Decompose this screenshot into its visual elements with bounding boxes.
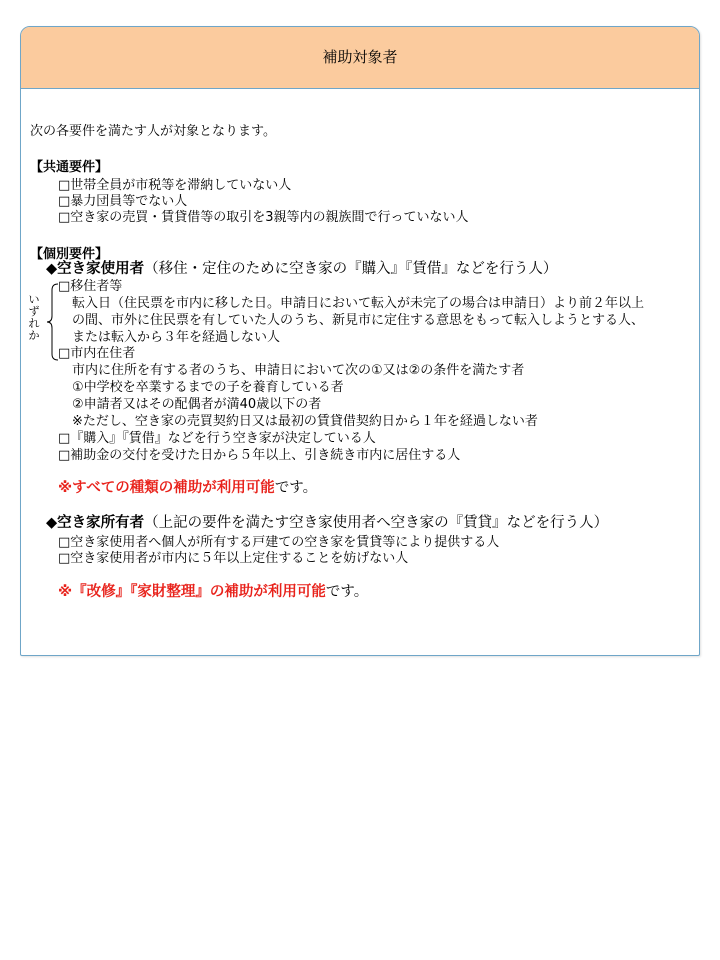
user-note-red: ※すべての種類の補助が利用可能 [58,480,275,496]
resident-line: ①中学校を卒業するまでの子を養育している者 [72,380,344,395]
either-bracket [38,282,60,362]
user-item: □『購入』『賃借』などを行う空き家が決定している人 [58,431,376,446]
owner-item: □空き家使用者が市内に５年以上定住することを妨げない人 [58,551,409,566]
common-item: □世帯全員が市税等を滞納していない人 [58,178,292,193]
resident-line: 市内に住所を有する者のうち、申請日において次の①又は②の条件を満たす者 [72,363,525,378]
migrant-label: □移住者等 [58,279,123,294]
resident-label: □市内在住者 [58,346,136,361]
owner-heading [46,515,608,532]
owner-item: □空き家使用者へ個人が所有する戸建ての空き家を賃貸等により提供する人 [58,535,500,550]
user-heading [46,261,557,278]
resident-line: ※ただし、空き家の売買契約日又は最初の賃貸借契約日から１年を経過しない者 [72,414,538,429]
resident-line: ②申請者又はその配偶者が満40歳以下の者 [72,397,322,412]
user-title: 空き家使用者 [57,261,145,277]
user-note [58,480,317,497]
either-label: いずれか [28,293,40,342]
migrant-line: または転入から３年を経過しない人 [72,330,281,345]
individual-heading: 【個別要件】 [30,247,109,262]
user-item: □補助金の交付を受けた日から５年以上、引き続き市内に居住する人 [58,448,461,463]
owner-desc: （上記の要件を満たす空き家使用者へ空き家の『賃貸』などを行う人） [144,515,609,531]
owner-note-tail: です。 [325,584,369,600]
panel-header [21,27,699,89]
diamond-marker: ◆ [46,515,58,531]
owner-title: 空き家所有者 [57,515,145,531]
diamond-marker: ◆ [46,261,58,277]
owner-note-red: ※『改修』『家財整理』の補助が利用可能 [58,584,326,600]
migrant-line: 転入日（住民票を市内に移した日。申請日において転入が未完了の場合は申請日）より前２年以上 [72,296,645,311]
user-note-tail: です。 [274,480,318,496]
user-desc: （移住・定住のために空き家の『購入』『賃借』などを行う人） [144,261,558,277]
common-item: □暴力団員等でない人 [58,194,188,209]
common-heading: 【共通要件】 [30,160,109,175]
common-item: □空き家の売買・賃貸借等の取引を3親等内の親族間で行っていない人 [58,210,469,225]
intro-text: 次の各要件を満たす人が対象となります。 [30,124,276,139]
migrant-line: の間、市外に住民票を有していた人のうち、新見市に定住する意思をもって転入しようとする人、 [72,313,645,328]
owner-note [58,584,368,601]
panel-title: 補助対象者 [322,48,398,66]
